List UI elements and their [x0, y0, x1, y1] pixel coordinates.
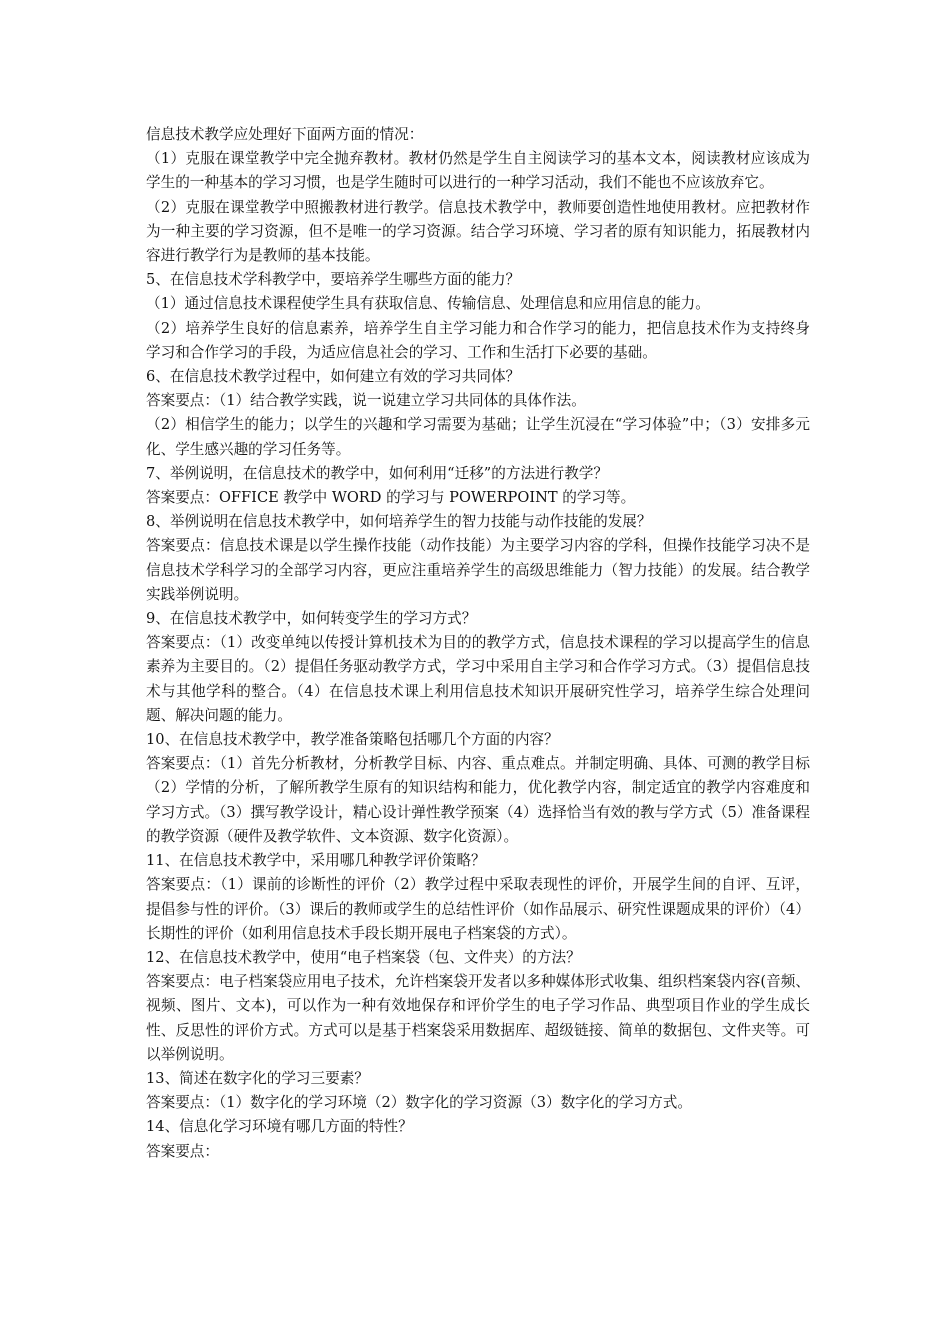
question-12: 12、在信息技术教学中，使用“电子档案袋（包、文件夹）的方法？ [146, 948, 581, 966]
question-7: 7、举例说明，在信息技术的教学中，如何利用“迁移”的方法进行教学？ [146, 464, 609, 482]
answer-12: 答案要点：电子档案袋应用电子技术，允许档案袋开发者以多种媒体形式收集、组织档案袋内容(音频、视频、图片、文本)，可以作为一种有效地保存和评价学生的电子学习作品、典型项目作业的学生成长性、反思性的评价方式。方式可以是基于档案袋采用数据库、超级链接、简单的数据包、文件夹等。可以举例说明。 [146, 973, 810, 1063]
paragraph-item-2: （2）克服在课堂教学中照搬教材进行教学。信息技术教学中，教师要创造性地使用教材。应把教材作为一种主要的学习资源，但不是唯一的学习资源。结合学习环境、学习者的原有知识能力，拓展教材内容进行教学行为是教师的基本技能。 [146, 198, 810, 265]
question-13: 13、简述在数字化的学习三要素？ [146, 1069, 369, 1087]
answer-9: 答案要点：（1）改变单纯以传授计算机技术为目的的教学方式，信息技术课程的学习以提高学生的信息素养为主要目的。（2）提倡任务驱动教学方式，学习中采用自主学习和合作学习方式。（3）提倡信息技术与其他学科的整合。（4）在信息技术课上利用信息技术知识开展研究性学习，培养学生综合处理问题、解决问题的能力。 [146, 634, 810, 724]
question-11: 11、在信息技术教学中，采用哪几种教学评价策略？ [146, 852, 486, 870]
answer-14: 答案要点： [146, 1142, 219, 1160]
question-9: 9、在信息技术教学中，如何转变学生的学习方式？ [146, 610, 477, 628]
answer-13: 答案要点：（1）数字化的学习环境（2）数字化的学习资源（3）数字化的学习方式。 [146, 1094, 692, 1112]
document-body [146, 123, 810, 1164]
answer-5-part-1: （1）通过信息技术课程使学生具有获取信息、传输信息、处理信息和应用信息的能力。 [146, 295, 710, 313]
answer-6-part-2: （2）相信学生的能力；以学生的兴趣和学习需要为基础；让学生沉浸在“学习体验”中；（3）安排多元化、学生感兴趣的学习任务等。 [146, 416, 810, 458]
answer-11: 答案要点：（1）课前的诊断性的评价（2）教学过程中采取表现性的评价，开展学生间的自评、互评，提倡参与性的评价。（3）课后的教师或学生的总结性评价（如作品展示、研究性课题成果的评价）（4）长期性的评价（如利用信息技术手段长期开展电子档案袋的方式）。 [146, 876, 810, 942]
question-5: 5、在信息技术学科教学中，要培养学生哪些方面的能力？ [146, 271, 521, 289]
question-14: 14、信息化学习环境有哪几方面的特性？ [146, 1118, 413, 1136]
paragraph-intro: 信息技术教学应处理好下面两方面的情况： [146, 126, 424, 143]
paragraph-item-1: （1）克服在课堂教学中完全抛弃教材。教材仍然是学生自主阅读学习的基本文本，阅读教材应该成为学生的一种基本的学习习惯，也是学生随时可以进行的一种学习活动，我们不能也不应该放弃它。 [146, 150, 810, 192]
question-8: 8、举例说明在信息技术教学中，如何培养学生的智力技能与动作技能的发展？ [146, 513, 652, 531]
answer-7: 答案要点：OFFICE 教学中 WORD 的学习与 POWERPOINT 的学习等。 [146, 489, 636, 507]
answer-10: 答案要点：（1）首先分析教材，分析教学目标、内容、重点难点。并制定明确、具体、可测的教学目标（2）学情的分析，了解所教学生原有的知识结构和能力，优化教学内容，制定适宜的教学内容难度和学习方式。（3）撰写教学设计，精心设计弹性教学预案（4）选择恰当有效的教与学方式（5）准备课程的教学资源（硬件及教学软件、文本资源、数字化资源）。 [146, 755, 810, 845]
answer-6-part-1: 答案要点：（1）结合教学实践，说一说建立学习共同体的具体作法。 [146, 392, 586, 410]
answer-8: 答案要点：信息技术课是以学生操作技能（动作技能）为主要学习内容的学科，但操作技能学习决不是信息技术学科学习的全部学习内容，更应注重培养学生的高级思维能力（智力技能）的发展。结合教学实践举例说明。 [146, 537, 810, 603]
answer-5-part-2: （2）培养学生良好的信息素养，培养学生自主学习能力和合作学习的能力，把信息技术作为支持终身学习和合作学习的手段，为适应信息社会的学习、工作和生活打下必要的基础。 [146, 319, 810, 361]
question-6: 6、在信息技术教学过程中，如何建立有效的学习共同体？ [146, 368, 521, 386]
question-10: 10、在信息技术教学中，教学准备策略包括哪几个方面的内容？ [146, 731, 559, 749]
